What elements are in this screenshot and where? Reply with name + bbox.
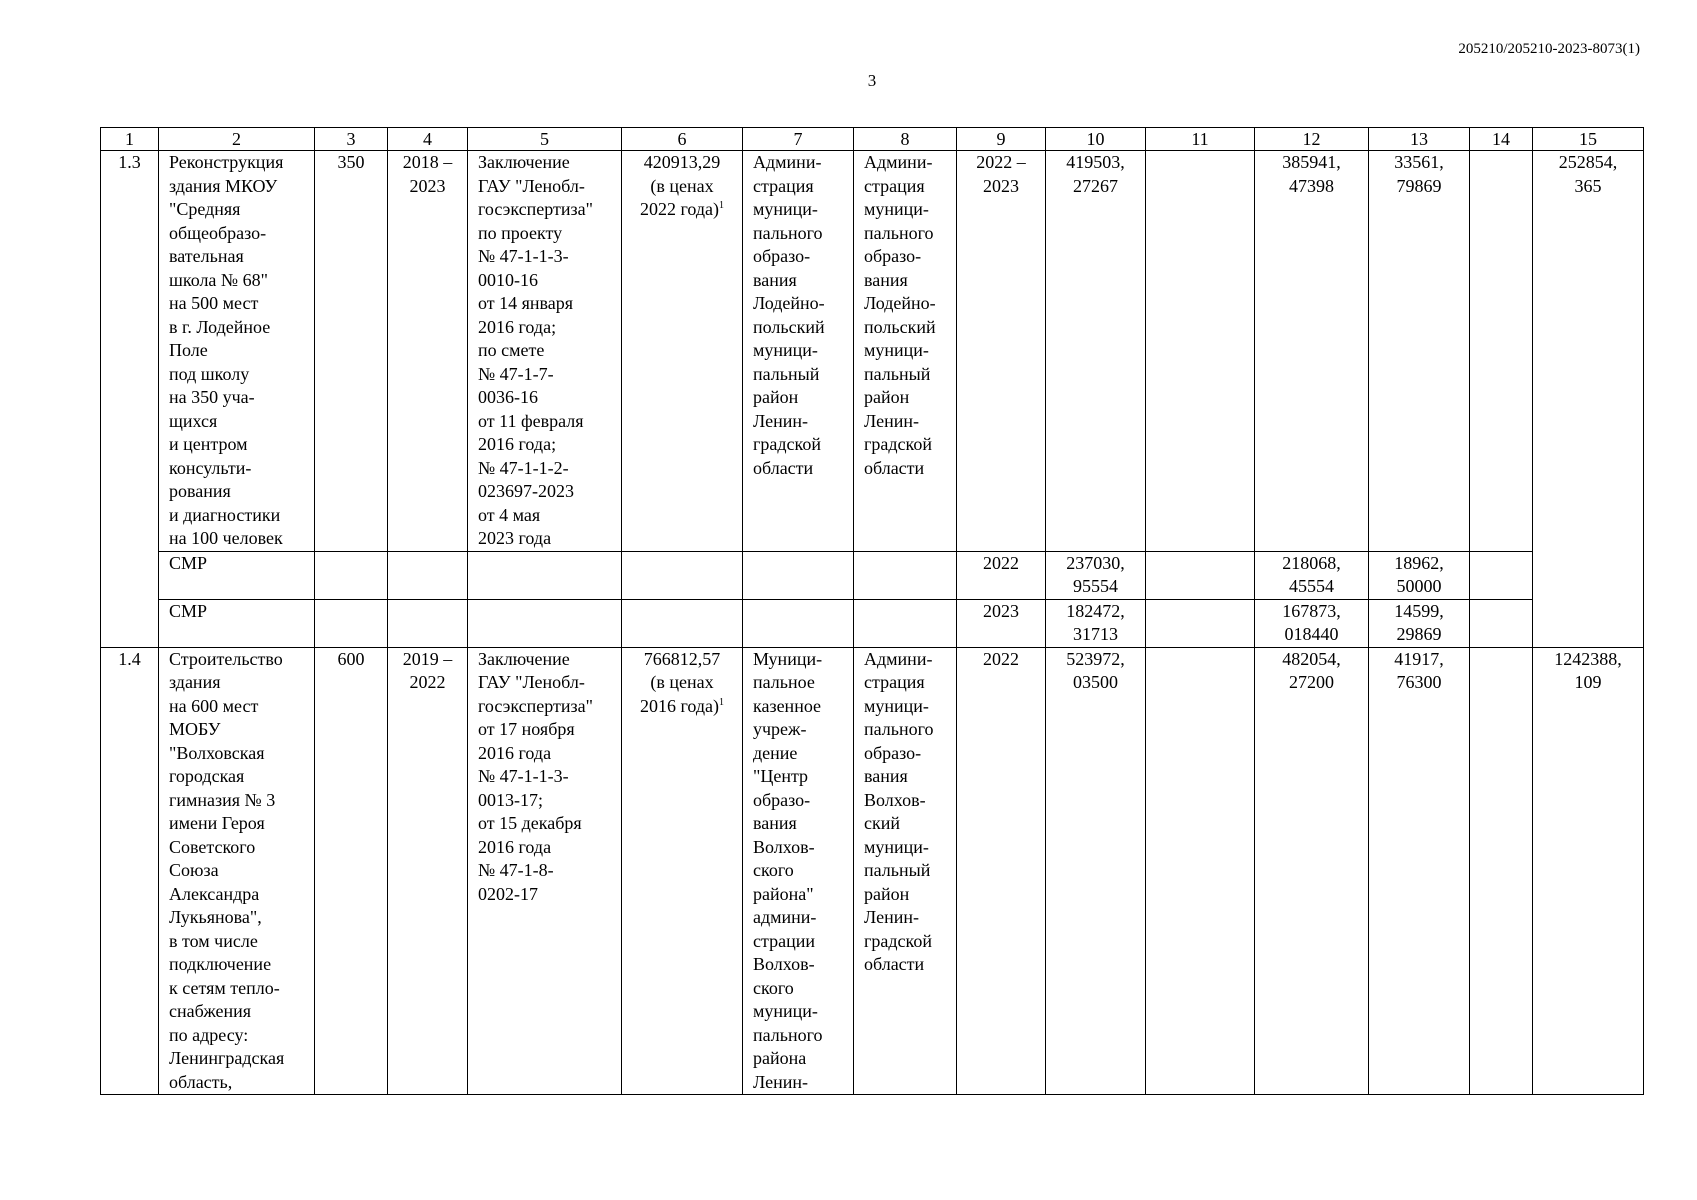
document-id: 205210/205210-2023-8073(1)	[1458, 41, 1640, 57]
cost-value: 766812,57 (в ценах 2016 года)	[639, 648, 721, 716]
customer: Админи- страция муници- пального образо- вания Лодейно- польский муници- пальный район Ленин- градской области	[743, 151, 854, 552]
col-12-value: 385941, 47398	[1255, 151, 1369, 552]
empty-cell	[315, 599, 388, 647]
empty-cell	[315, 551, 388, 599]
footnote-mark: 1	[719, 696, 725, 708]
empty-cell	[743, 599, 854, 647]
cost-value: 420913,29 (в ценах 2022 года)	[639, 152, 721, 219]
col-number: 2	[159, 128, 315, 151]
estimated-cost	[622, 151, 743, 552]
investment-table	[100, 127, 1644, 1095]
expertise-basis: Заключение ГАУ "Ленобл- госэкспертиза" от 17 ноября 2016 года № 47-1-1-3- 0013-17; от 15 декабря 2016 года № 47-1-8- 0202-17	[468, 647, 622, 1095]
col-15-value: 1242388, 109	[1533, 647, 1644, 1095]
col-10-value: 523972, 03500	[1046, 647, 1146, 1095]
empty-cell	[854, 599, 957, 647]
table-subrow-smr	[101, 551, 1644, 599]
row-number: 1.3	[101, 151, 159, 648]
construction-years: 2019 – 2022	[388, 647, 468, 1095]
empty-cell	[1146, 599, 1255, 647]
col-number: 12	[1255, 128, 1369, 151]
col-number: 13	[1369, 128, 1470, 151]
col-number: 6	[622, 128, 743, 151]
empty-cell	[468, 599, 622, 647]
col-number: 7	[743, 128, 854, 151]
empty-cell	[388, 551, 468, 599]
object-name: Строительство здания на 600 мест МОБУ "Волховская городская гимназия № 3 имени Героя Советского Союза Александра Лукьянова", в том числе подключение к сетям тепло- снабжения по адресу: Ленинградская область,	[159, 647, 315, 1095]
empty-cell	[468, 551, 622, 599]
subrow-label: СМР	[159, 551, 315, 599]
column-number-row	[101, 128, 1644, 151]
object-name: Реконструкция здания МКОУ "Средняя общеобразо- вательная школа № 68" на 500 мест в г. Лодейное Поле под школу на 350 уча- щихся и центром консульти- рования и диагностики на 100 человек	[159, 151, 315, 552]
col-number: 5	[468, 128, 622, 151]
col-13-value: 41917, 76300	[1369, 647, 1470, 1095]
empty-cell	[1470, 551, 1533, 599]
subrow-col-12: 218068, 45554	[1255, 551, 1369, 599]
customer: Муници- пальное казенное учреж- дение "Центр образо- вания Волхов- ского района" админи- страции Волхов- ского муници- пального района Ленин-	[743, 647, 854, 1095]
capacity: 600	[315, 647, 388, 1095]
table-row-1-3	[101, 151, 1644, 552]
col-14-value	[1470, 647, 1533, 1095]
subrow-year: 2023	[957, 599, 1046, 647]
col-number: 3	[315, 128, 388, 151]
construction-years: 2018 – 2023	[388, 151, 468, 552]
estimated-cost	[622, 647, 743, 1095]
page-number: 3	[867, 71, 877, 90]
subrow-col-13: 18962, 50000	[1369, 551, 1470, 599]
developer: Админи- страция муници- пального образо- вания Волхов- ский муници- пальный район Ленин- градской области	[854, 647, 957, 1095]
empty-cell	[854, 551, 957, 599]
implementation-period: 2022 – 2023	[957, 151, 1046, 552]
col-15-value: 252854, 365	[1533, 151, 1644, 648]
subrow-col-10: 182472, 31713	[1046, 599, 1146, 647]
empty-cell	[1146, 551, 1255, 599]
col-11-value	[1146, 151, 1255, 552]
expertise-basis: Заключение ГАУ "Ленобл- госэкспертиза" по проекту № 47-1-1-3- 0010-16 от 14 января 2016 года; по смете № 47-1-7- 0036-16 от 11 февраля 2016 года; № 47-1-1-2- 023697-2023 от 4 мая 2023 года	[468, 151, 622, 552]
col-number: 4	[388, 128, 468, 151]
col-12-value: 482054, 27200	[1255, 647, 1369, 1095]
empty-cell	[622, 551, 743, 599]
empty-cell	[622, 599, 743, 647]
col-10-value: 419503, 27267	[1046, 151, 1146, 552]
table-subrow-smr	[101, 599, 1644, 647]
col-11-value	[1146, 647, 1255, 1095]
col-number: 10	[1046, 128, 1146, 151]
col-number: 14	[1470, 128, 1533, 151]
subrow-year: 2022	[957, 551, 1046, 599]
col-number: 11	[1146, 128, 1255, 151]
subrow-col-13: 14599, 29869	[1369, 599, 1470, 647]
subrow-label: СМР	[159, 599, 315, 647]
row-number: 1.4	[101, 647, 159, 1095]
subrow-col-10: 237030, 95554	[1046, 551, 1146, 599]
footnote-mark: 1	[719, 200, 725, 211]
table-row-1-4	[101, 647, 1644, 1095]
col-number: 15	[1533, 128, 1644, 151]
col-number: 1	[101, 128, 159, 151]
empty-cell	[388, 599, 468, 647]
col-number: 8	[854, 128, 957, 151]
subrow-col-12: 167873, 018440	[1255, 599, 1369, 647]
implementation-period: 2022	[957, 647, 1046, 1095]
empty-cell	[743, 551, 854, 599]
col-13-value: 33561, 79869	[1369, 151, 1470, 552]
col-14-value	[1470, 151, 1533, 552]
developer: Админи- страция муници- пального образо- вания Лодейно- польский муници- пальный район Ленин- градской области	[854, 151, 957, 552]
capacity: 350	[315, 151, 388, 552]
col-number: 9	[957, 128, 1046, 151]
empty-cell	[1470, 599, 1533, 647]
